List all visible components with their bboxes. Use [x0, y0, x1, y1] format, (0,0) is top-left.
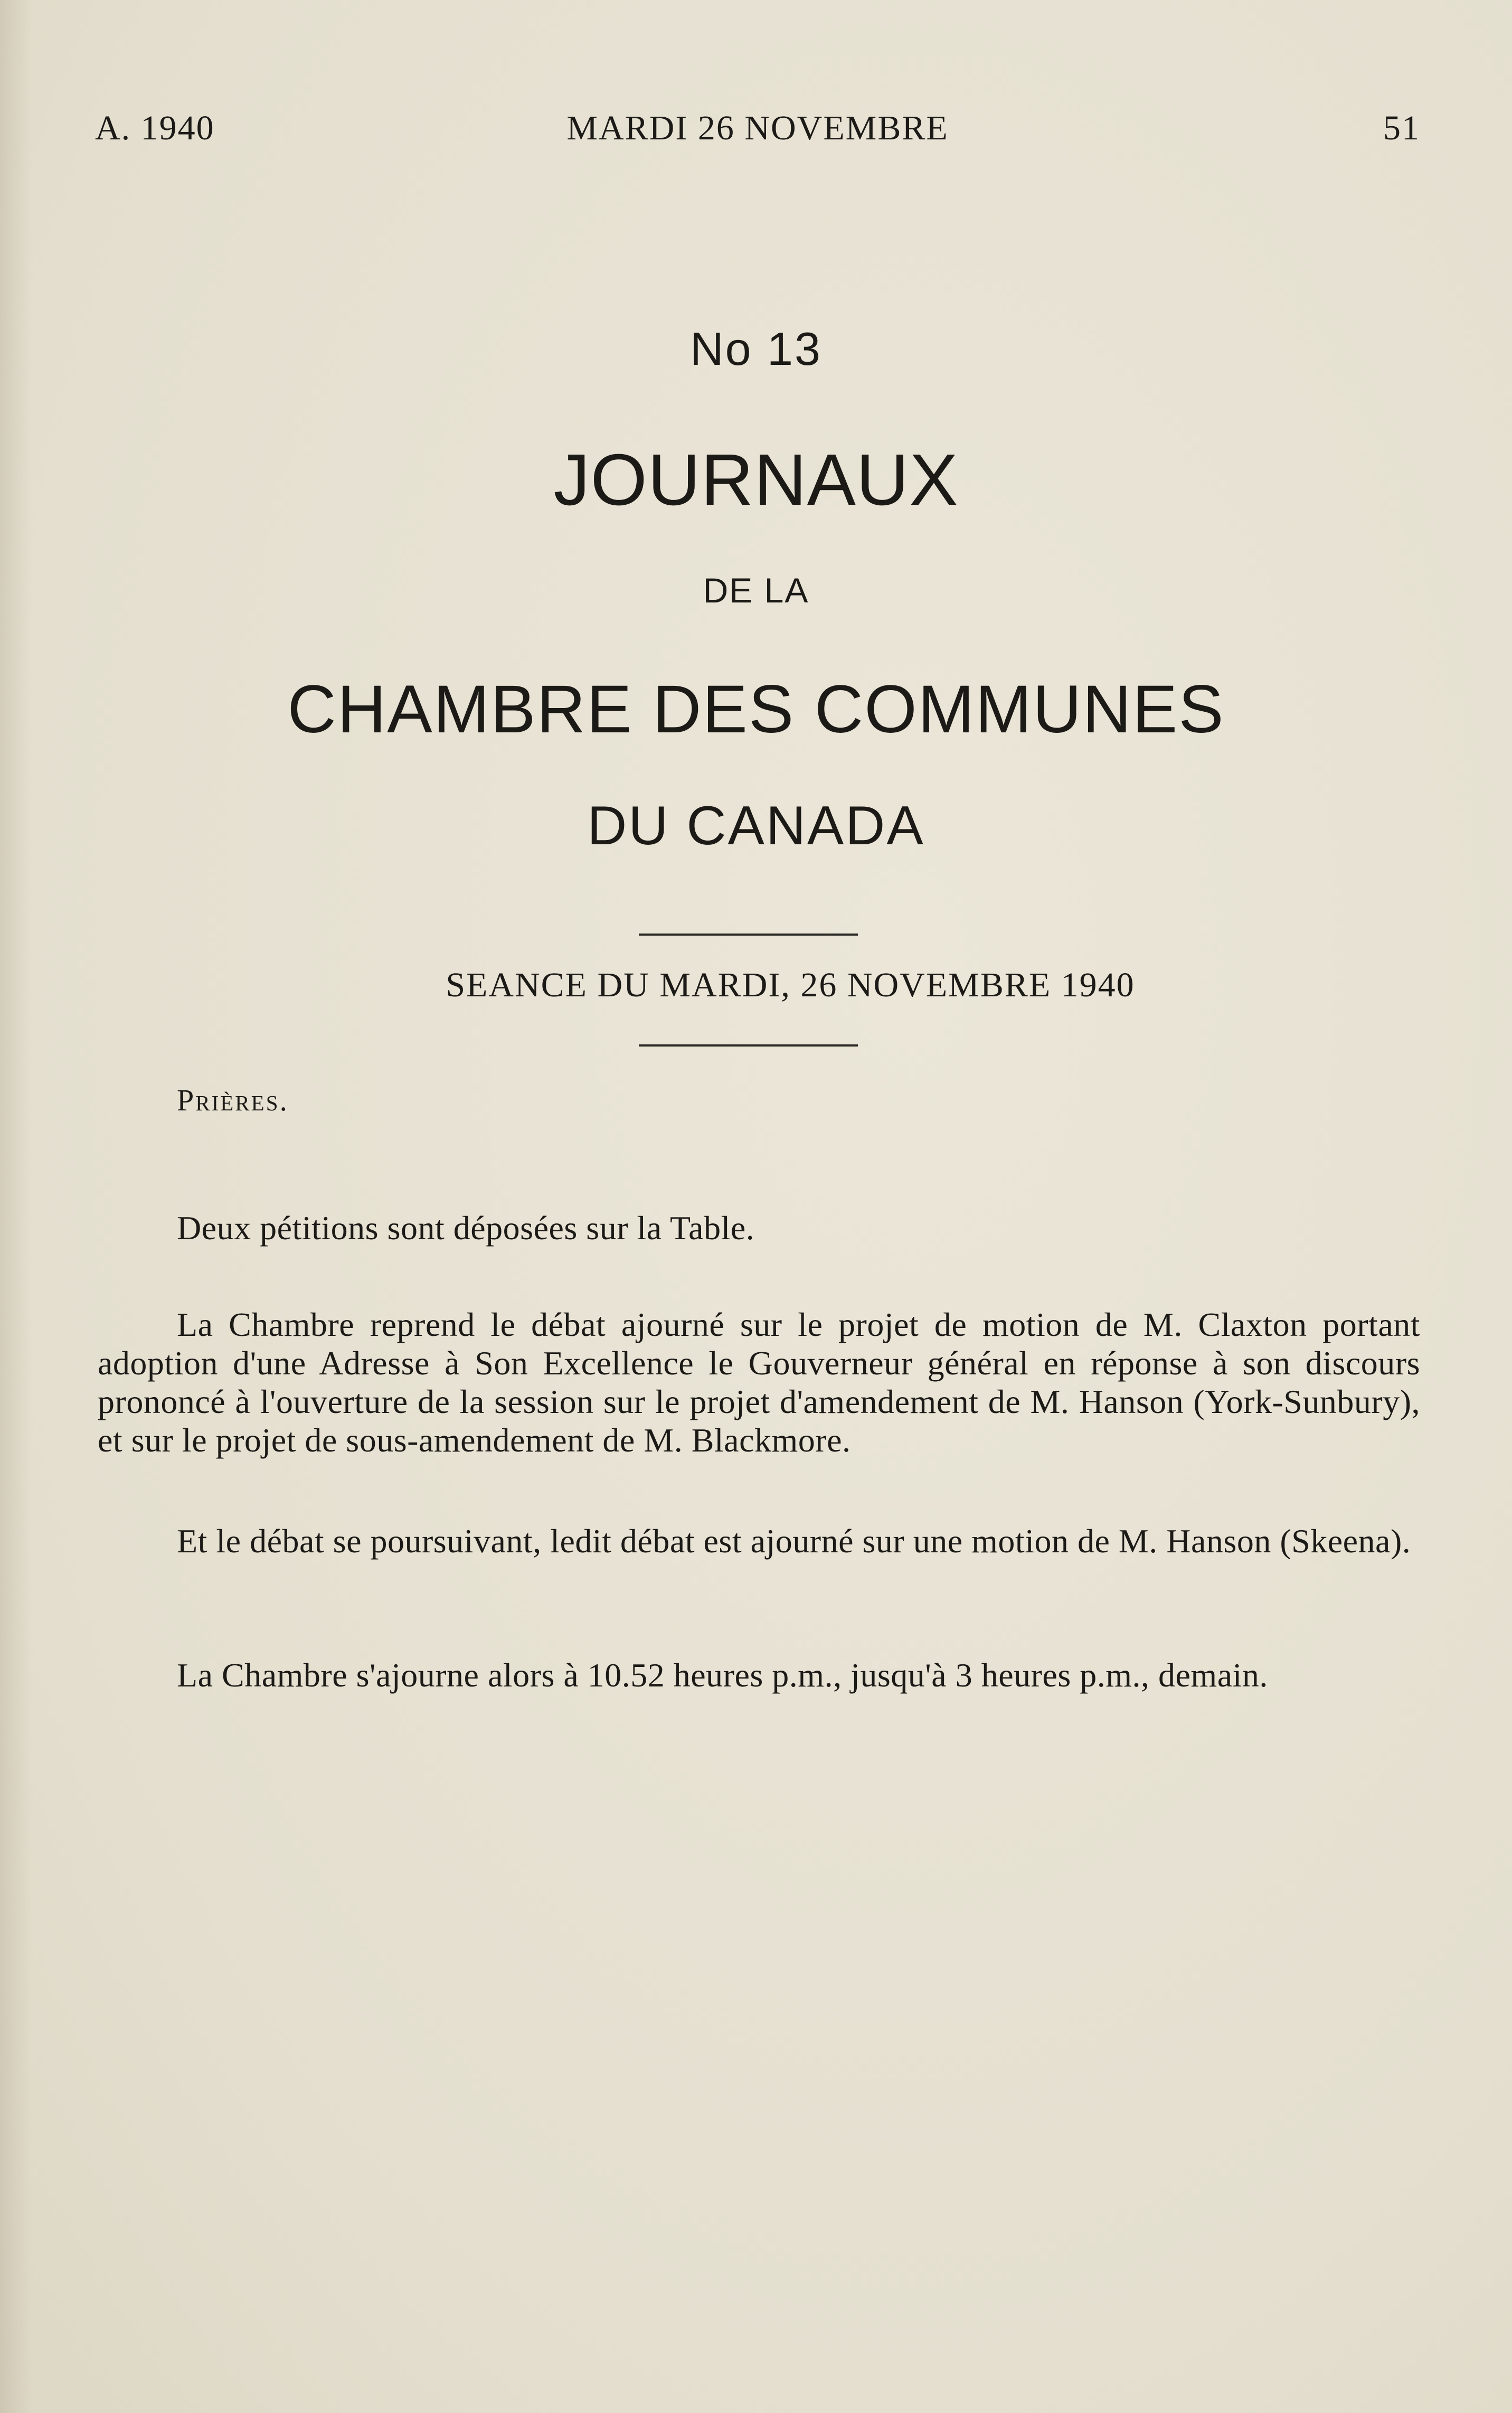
issue-number: No 13: [690, 323, 822, 375]
page-number: 51: [1383, 109, 1420, 147]
running-header: [95, 108, 1420, 150]
header-year: A. 1940: [95, 109, 215, 147]
prayers-heading: Prières.: [177, 1083, 289, 1117]
paragraph-debate: La Chambre reprend le débat ajourné sur le projet de motion de M. Claxton portant adoption d'une Adresse à Son Excellence le Gouverneur général en réponse à son discours prononcé à l'ouverture de la session sur le projet d'amendement de M. Hanson (York-Sunbury), et sur le projet de sous-amendement de M. Blackmore.: [98, 1306, 1420, 1459]
title-connector: DE LA: [703, 571, 809, 610]
paragraph-adjourned-debate: Et le débat se poursuivant, ledit débat est ajourné sur une motion de M. Hanson (Skeena).: [177, 1522, 1411, 1560]
journal-title: JOURNAUX: [553, 439, 959, 521]
chamber-title: CHAMBRE DES COMMUNES: [287, 672, 1225, 747]
session-heading: SEANCE DU MARDI, 26 NOVEMBRE 1940: [446, 966, 1135, 1004]
header-date: MARDI 26 NOVEMBRE: [566, 109, 949, 147]
divider-bottom: [639, 1044, 858, 1047]
divider-top: [639, 934, 858, 936]
country-title: DU CANADA: [587, 795, 925, 856]
paragraph-adjournment: La Chambre s'ajourne alors à 10.52 heures p.m., jusqu'à 3 heures p.m., demain.: [177, 1656, 1268, 1694]
paragraph-petitions: Deux pétitions sont déposées sur la Table.: [177, 1209, 755, 1247]
